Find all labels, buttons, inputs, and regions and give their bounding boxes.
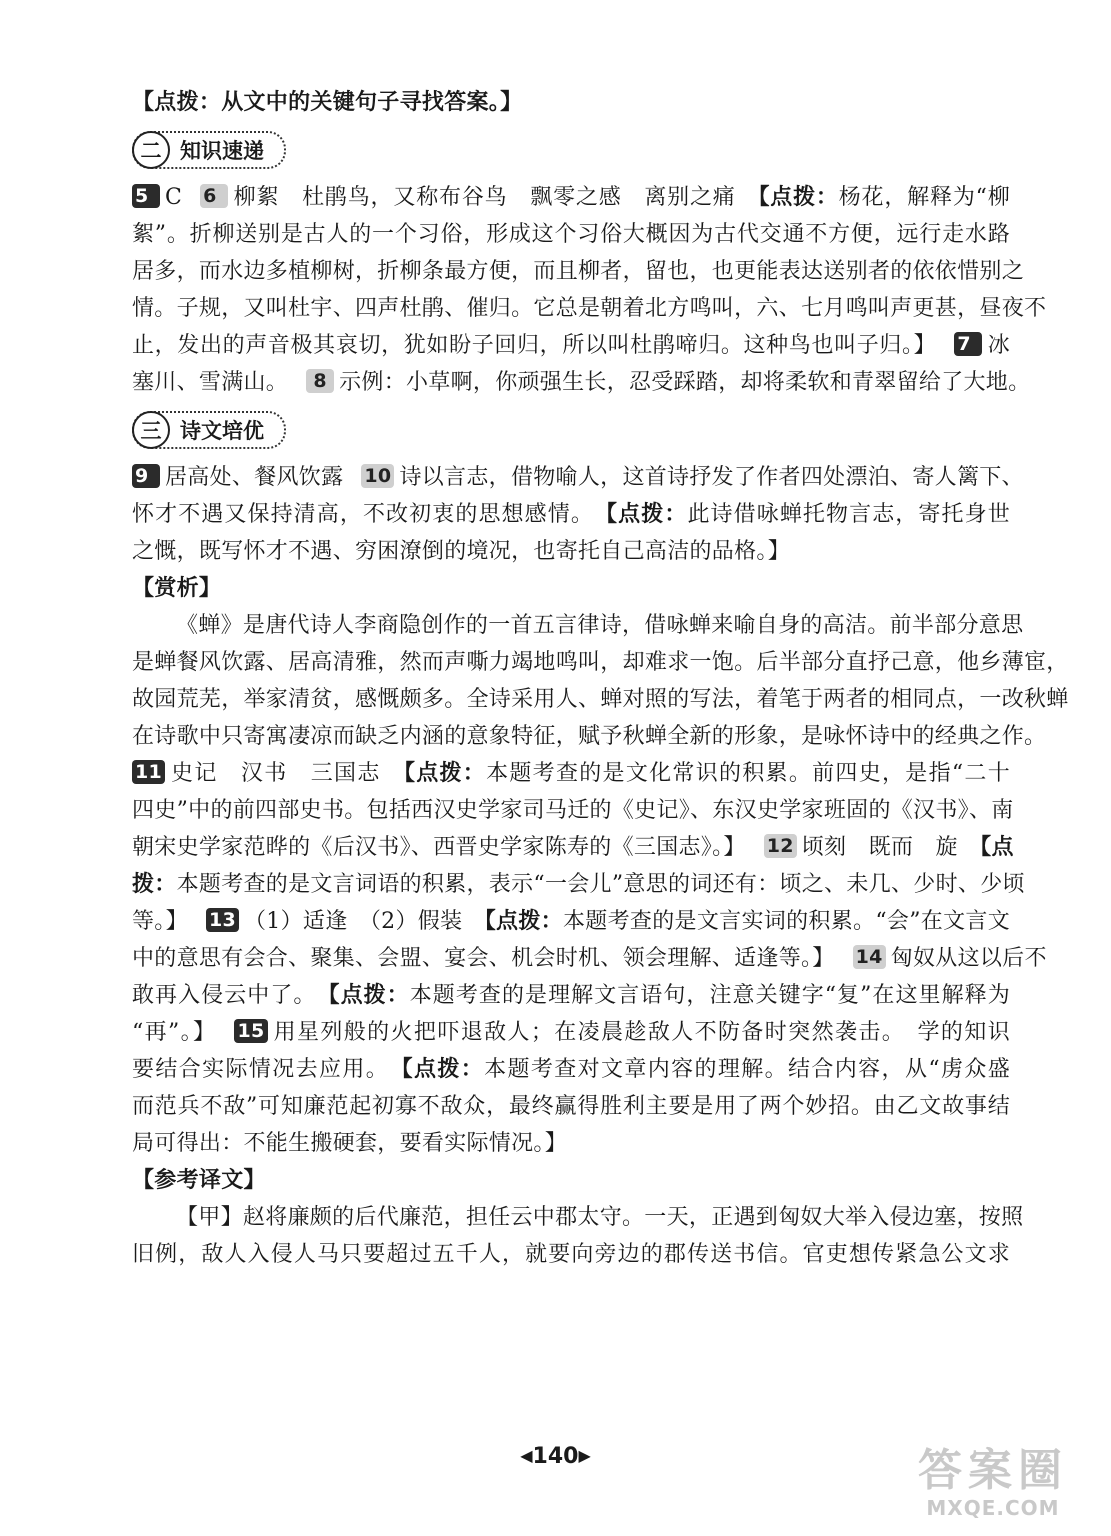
tip-text: 杨花，解释为“柳 <box>838 185 1010 210</box>
tip-label: 【点拨： <box>403 761 487 786</box>
appreciation-heading: 【赏析】 <box>132 576 222 601</box>
section-badge <box>132 411 286 449</box>
tip-label: 【点拨： <box>758 185 839 210</box>
question-number: 8 <box>306 369 334 393</box>
answer-text: 柳絮 杜鹃鸟，又称布谷鸟 飘零之感 离别之痛 <box>233 185 736 210</box>
tip-text: 本题考查对文章内容的理解。结合内容，从“虏众盛 <box>484 1057 1011 1082</box>
answer-text: 诗以言志，借物喻人，这首诗抒发了作者四处漂泊、寄人篱下、 <box>399 465 1024 490</box>
question-number: 15 <box>234 1019 267 1043</box>
question-number: 7 <box>954 332 982 356</box>
answer-text: 用星列般的火把吓退敌人；在凌晨趁敌人不防备时突然袭击。 学的知识 <box>272 1020 1010 1045</box>
tip-text: 止，发出的声音极其哀切，犹如盼子回归，所以叫杜鹃啼归。这种鸟也叫子归。】 <box>132 333 937 358</box>
text-line: 【甲】赵将廉颇的后代廉范，担任云中郡太守。一天，正遇到匈奴大举入侵边塞，按照 <box>176 1205 1024 1230</box>
section-number: 二 <box>132 131 170 169</box>
tip-label: 拨： <box>132 872 177 897</box>
text-line: 絮”。折柳送别是古人的一个习俗，形成这个习俗大概因为古代交通不方便，远行走水路 <box>132 222 1010 247</box>
left-triangle-icon: ◀ <box>520 1446 533 1465</box>
page-content <box>132 84 1069 1273</box>
text-line: 居多，而水边多植柳树，折柳条最方便，而且柳者，留也，也更能表达送别者的依依惜别之 <box>132 259 1025 284</box>
tip-label: 【点拨： <box>606 502 688 527</box>
answer-text: 匈奴从这以后不 <box>890 946 1047 971</box>
section-title: 诗文培优 <box>180 419 264 443</box>
answer-text: 居高处、餐风饮露 <box>165 465 344 490</box>
text-line <box>132 940 1047 977</box>
watermark-title: 答案圈 <box>918 1445 1068 1496</box>
text-line: 局可得出：不能生搬硬套，要看实际情况。】 <box>132 1131 568 1156</box>
question-number: 13 <box>206 908 239 932</box>
tip-label: 【点 <box>980 835 1014 860</box>
text-line: 《蝉》是唐代诗人李商隐创作的一首五言律诗，借咏蝉来喻自身的高洁。前半部分意思 <box>176 613 1024 638</box>
tip-text: 中的意思有会合、聚集、会盟、宴会、机会时机、领会理解、适逢等。】 <box>132 946 835 971</box>
tip-label: 【点拨： <box>328 983 410 1008</box>
tip-label: 【点拨： <box>484 909 563 934</box>
section-badge <box>132 131 286 169</box>
question-number: 12 <box>764 834 797 858</box>
tip-text: 本题考查的是文言词语的积累，表示“一会儿”意思的词还有：顷之、未几、少时、少顷 <box>176 872 1025 897</box>
section-title: 知识速递 <box>180 139 264 163</box>
text-line <box>132 755 1010 792</box>
answer-text: 冰 <box>987 333 1010 358</box>
tip-text: 本题考查的是文化常识的积累。前四史，是指“二十 <box>486 761 1010 786</box>
question-number: 5 <box>132 184 160 208</box>
text-line: 四史”中的前四部史书。包括西汉史学家司马迁的《史记》、东汉史学家班固的《汉书》、南 <box>132 798 1014 823</box>
text-line <box>132 459 1024 496</box>
answer-text: 要结合实际情况去应用。 <box>132 1057 379 1082</box>
tip-label: 【点拨： <box>401 1057 485 1082</box>
section-header-2 <box>132 127 1010 173</box>
text-line <box>132 496 1010 533</box>
answer-text: 怀才不遇又保持清高，不改初衷的思想感情。 <box>132 502 583 527</box>
tip-text: 此诗借咏蝉托物言志，寄托身世 <box>687 502 1010 527</box>
tip-text: 本题考查的是理解文言语句，注意关键字“复”在这里解释为 <box>409 983 1010 1008</box>
answer-text: 史记 汉书 三国志 <box>170 761 381 786</box>
answer-text: 敢再入侵云中了。 <box>132 983 306 1008</box>
text-line <box>132 1051 1010 1088</box>
text-line <box>132 179 1010 216</box>
watermark-url: MXQE.COM <box>926 1496 1060 1520</box>
text-line: 情。子规，又叫杜宇、四声杜鹃、催归。它总是朝着北方鸣叫，六、七月鸣叫声更甚，昼夜不 <box>132 296 1047 321</box>
text-line: 旧例，敌人入侵人马只要超过五千人，就要向旁边的郡传送书信。官吏想传紧急公文求 <box>132 1242 1010 1267</box>
page-number: 140 <box>532 1444 579 1469</box>
answer-text: （1）适逢 （2）假装 <box>243 909 463 934</box>
question-number: 11 <box>132 760 165 784</box>
right-triangle-icon: ▶ <box>578 1446 591 1465</box>
question-number: 6 <box>200 184 228 208</box>
answer-text: 示例：小草啊，你顽强生长，忍受踩踏，却将柔软和青翠留给了大地。 <box>339 370 1031 395</box>
text-line <box>132 829 1014 866</box>
question-number: 10 <box>361 464 394 488</box>
text-line: 是蝉餐风饮露、居高清雅，然而声嘶力竭地鸣叫，却难求一饱。后半部分直抒己意，他乡薄宦， <box>132 650 1069 675</box>
tip-text: 本题考查的是文言实词的积累。“会”在文言文 <box>562 909 1010 934</box>
tip-text: 等。】 <box>132 909 188 934</box>
text-line: 在诗歌中只寄寓凄凉而缺乏内涵的意象特征，赋予秋蝉全新的形象，是咏怀诗中的经典之作。 <box>132 724 1047 749</box>
text-line <box>132 327 1010 364</box>
text-line: 而范兵不敌”可知廉范起初寡不敌众，最终赢得胜利主要是用了两个妙招。由乙文故事结 <box>132 1094 1010 1119</box>
text-line <box>132 977 1010 1014</box>
watermark-logo <box>893 1446 1093 1526</box>
text-line: 之慨，既写怀才不遇、穷困潦倒的境况，也寄托自己高洁的品格。】 <box>132 539 791 564</box>
text-line <box>132 1014 1010 1051</box>
text-line <box>132 364 1031 401</box>
tip-text: 朝宋史学家范晔的《后汉书》、西晋史学家陈寿的《三国志》。】 <box>132 835 746 860</box>
answer-text: C <box>165 185 183 210</box>
section-header-3 <box>132 407 1010 453</box>
answer-text: 塞川、雪满山。 <box>132 370 289 395</box>
answer-text: 顷刻 既而 旋 <box>801 835 958 860</box>
text-line: 故园荒芜，举家清贫，感慨颇多。全诗采用人、蝉对照的写法，着笔于两者的相同点，一改秋蝉 <box>132 687 1069 712</box>
question-number: 9 <box>132 464 160 488</box>
tip-line: 【点拨：从文中的关键句子寻找答案。】 <box>132 90 523 115</box>
question-number: 14 <box>853 945 886 969</box>
translation-heading: 【参考译文】 <box>132 1168 266 1193</box>
tip-text: “再”。】 <box>132 1020 217 1045</box>
text-line <box>132 866 1025 903</box>
section-number: 三 <box>132 411 170 449</box>
text-line <box>132 903 1010 940</box>
